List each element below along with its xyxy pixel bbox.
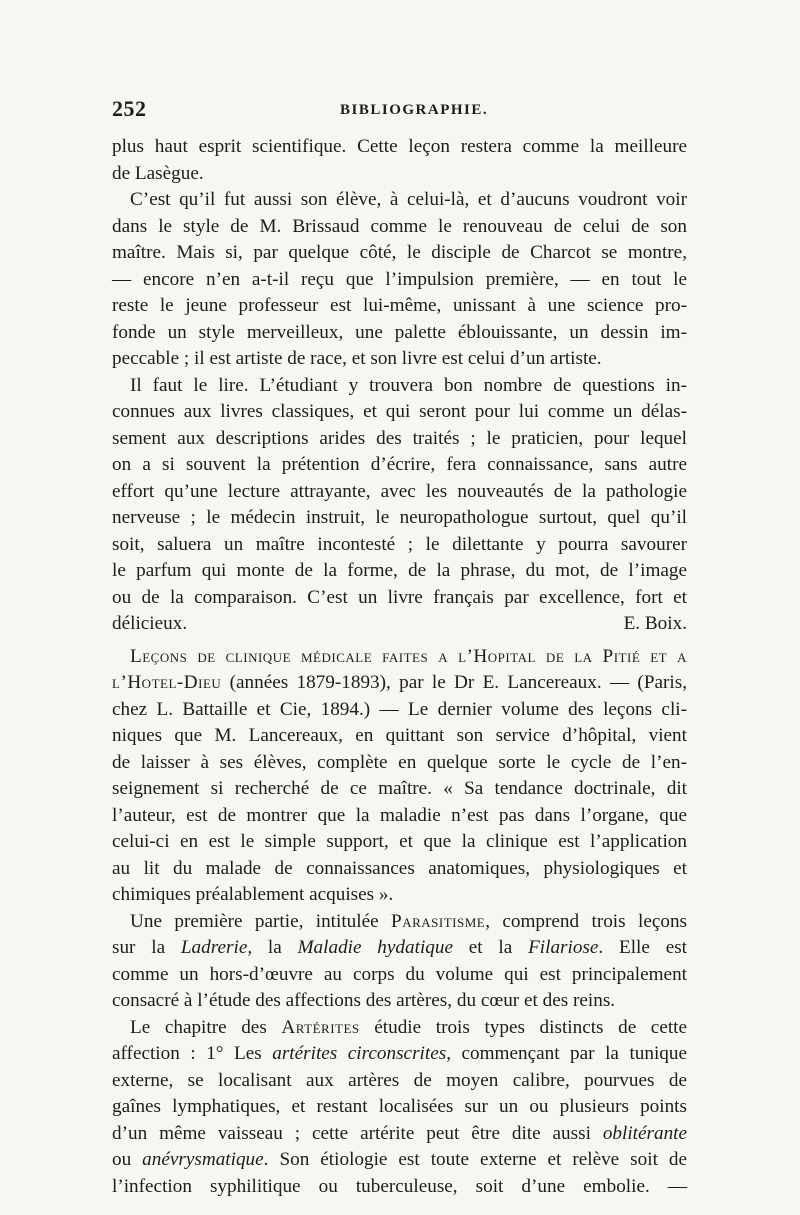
author-signature: E. Boix.: [623, 613, 687, 634]
text-line: [112, 1015, 687, 1042]
text-line: l’infection syphilitique ou tuberculeuse, soit d’une embolie. —: [112, 1175, 687, 1197]
text-line: soit, saluera un maître incontesté ; le dilettante y pourra savourer: [112, 533, 687, 555]
text-line: [112, 1147, 687, 1174]
text-line: nerveuse ; le médecin instruit, le neuropathologue surtout, quel qu’il: [112, 507, 687, 528]
italic-term: artérites circonscrites: [272, 1043, 447, 1064]
text-fragment: et la: [468, 937, 513, 958]
text-line: niques que M. Lancereaux, en quittant son service d’hôpital, vient: [112, 725, 687, 746]
text-line: Il faut le lire. L’étudiant y trouvera bon nombre de questions in-: [130, 374, 687, 396]
text-line: gaînes lymphatiques, et restant localisées sur un ou plusieurs points: [112, 1096, 687, 1117]
text-fragment: , commençant par la tunique: [446, 1043, 688, 1064]
text-fragment: sur la: [112, 937, 166, 958]
page-body: [112, 134, 687, 1200]
text-fragment: ou: [112, 1149, 132, 1170]
text-line: de laisser à ses élèves, complète en quelque sorte le cycle de l’en-: [112, 751, 687, 773]
text-fragment: , comprend trois leçons: [485, 910, 688, 932]
text-line: au lit du malade de connaissances anatomiques, physiologiques et: [112, 857, 687, 879]
text-line: [112, 670, 687, 697]
text-line: l’auteur, est de montrer que la maladie n’est pas dans l’organe, que: [112, 804, 687, 826]
text-fragment: , la: [247, 937, 282, 958]
text-fragment: (années 1879-1893), par le Dr E. Lancereaux. — (Paris,: [229, 672, 687, 693]
text-line: chimiques préalablement acquises ».: [112, 884, 394, 905]
text-line: sement aux descriptions arides des traités ; le praticien, pour lequel: [112, 427, 687, 449]
text-fragment: étudie trois types distincts de cette: [374, 1016, 688, 1038]
page-number: 252: [112, 96, 147, 121]
text-line: [112, 644, 687, 671]
text-line: plus haut esprit scientifique. Cette leçon restera comme la meilleure: [112, 136, 687, 157]
book-title: l’Hotel-Dieu: [112, 672, 222, 693]
text-line: comme un hors-d’œuvre au corps du volume qui est principalement: [112, 963, 687, 985]
text-fragment: . Elle est: [598, 937, 688, 958]
italic-term: anévrysmatique: [142, 1149, 264, 1170]
text-line: chez L. Battaille et Cie, 1894.) — Le dernier volume des leçons cli-: [112, 698, 687, 720]
text-line: effort qu’une lecture attrayante, avec les nouveautés de la pathologie: [112, 480, 687, 502]
text-line: celui-ci en est le simple support, et que la clinique est l’application: [112, 831, 687, 852]
text-line: [112, 1041, 687, 1068]
text-line: C’est qu’il fut aussi son élève, à celui-là, et d’aucuns voudront voir: [130, 189, 687, 210]
italic-term: Maladie hydatique: [297, 937, 453, 958]
text-line: consacré à l’étude des affections des artères, du cœur et des reins.: [112, 990, 616, 1011]
text-line: on a si souvent la prétention d’écrire, fera connaissance, sans autre: [112, 454, 687, 475]
text-fragment: affection : 1° Les: [112, 1043, 262, 1064]
signature-line: [112, 611, 687, 638]
book-title: Leçons de clinique médicale faites a l’Hopital de la Pitié et a: [130, 645, 687, 667]
text-line: fonde un style merveilleux, une palette éblouissante, un dessin im-: [112, 321, 687, 343]
text-line: [112, 909, 687, 936]
page-header: [112, 96, 687, 126]
italic-term: Ladrerie: [180, 937, 248, 958]
running-title: BIBLIOGRAPHIE.: [340, 102, 489, 118]
text-line: [112, 935, 687, 962]
text-line: dans le style de M. Brissaud comme le renouveau de celui de son: [112, 215, 687, 237]
section-name: Parasitisme: [391, 910, 486, 932]
text-line: maître. Mais si, par quelque côté, le disciple de Charcot se montre,: [112, 242, 687, 263]
text-line: externe, se localisant aux artères de moyen calibre, pourvues de: [112, 1069, 687, 1091]
italic-term: oblitérante: [602, 1122, 688, 1144]
section-name: Artérites: [281, 1016, 360, 1038]
text-line: connues aux livres classiques, et qui seront pour lui comme un délas-: [112, 401, 687, 422]
text-fragment: . Son étiologie est toute externe et relève soit de: [263, 1149, 687, 1170]
text-line: reste le jeune professeur est lui-même, unissant à une science pro-: [112, 295, 687, 316]
italic-term: Filariose: [528, 937, 599, 958]
text-fragment: délicieux.: [112, 613, 188, 634]
text-line: peccable ; il est artiste de race, et son livre est celui d’un artiste.: [112, 348, 602, 369]
text-fragment: d’un même vaisseau ; cette artérite peut être dite aussi: [112, 1122, 591, 1144]
text-line: [112, 1121, 687, 1148]
text-line: seignement si recherché de ce maître. « Sa tendance doctrinale, dit: [112, 778, 687, 799]
text-line: le parfum qui monte de la forme, de la phrase, du mot, de l’image: [112, 560, 687, 581]
text-line: ou de la comparaison. C’est un livre français par excellence, fort et: [112, 586, 687, 608]
text-line: — encore n’en a-t-il reçu que l’impulsion première, — en tout le: [112, 268, 687, 290]
text-fragment: Le chapitre des: [130, 1016, 267, 1038]
text-line: de Lasègue.: [112, 162, 204, 184]
text-fragment: Une première partie, intitulée: [130, 910, 379, 932]
